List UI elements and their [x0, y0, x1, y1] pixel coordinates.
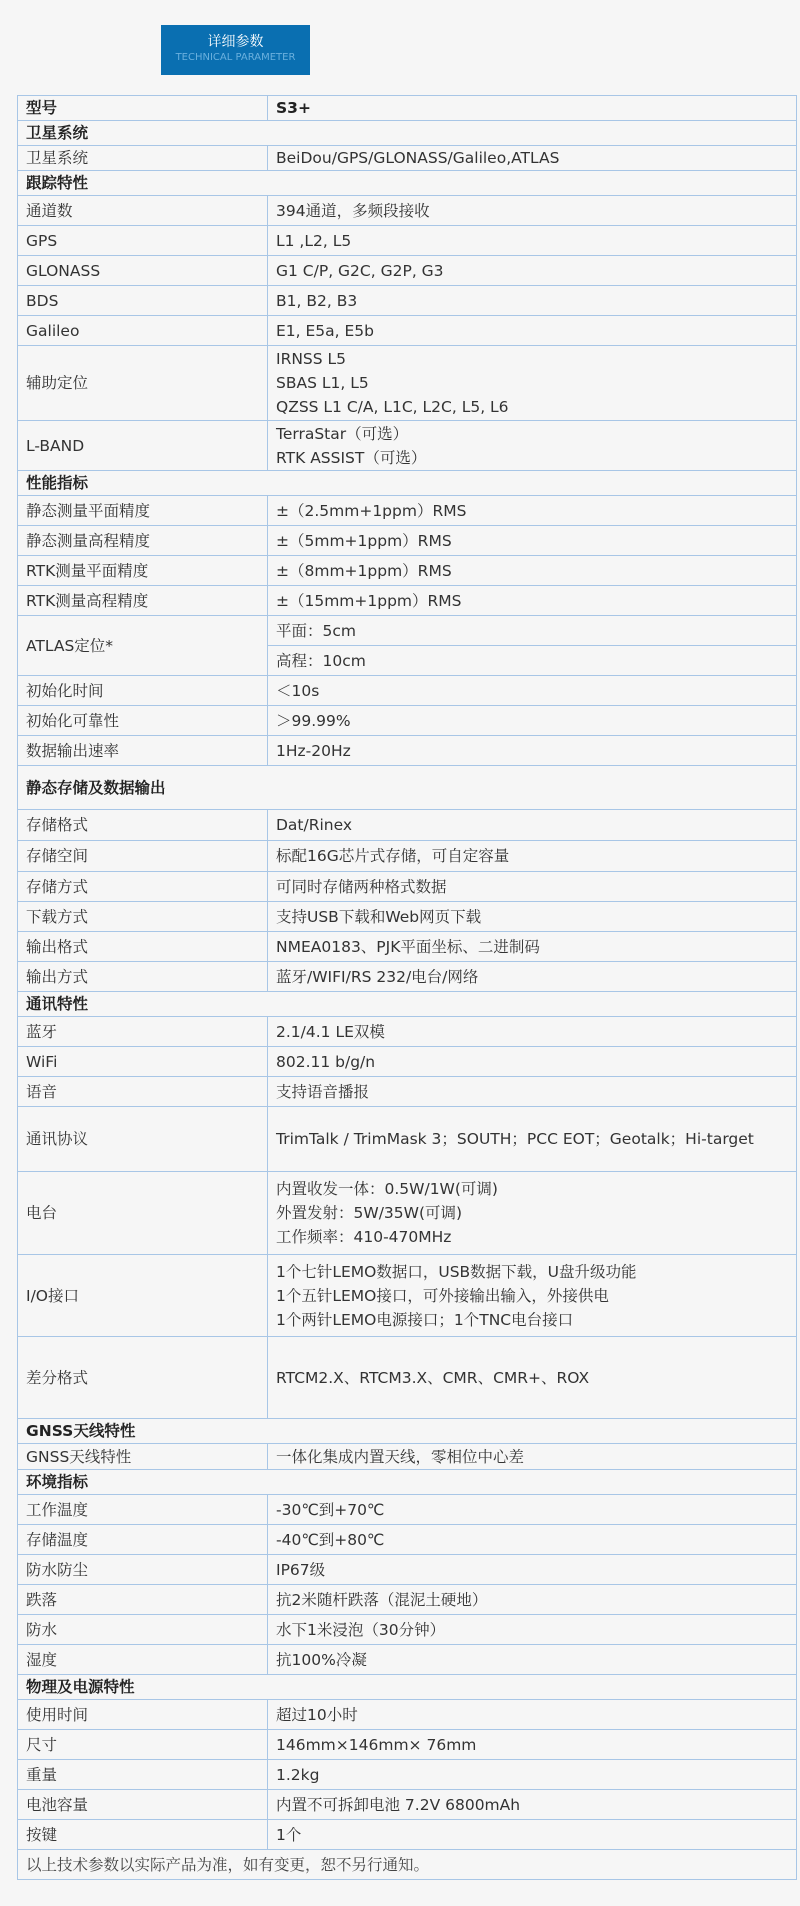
table-row — [18, 1585, 797, 1615]
row-label: 通道数 — [18, 196, 268, 226]
section-row — [18, 1419, 797, 1444]
row-label: 尺寸 — [18, 1730, 268, 1760]
table-row — [18, 736, 797, 766]
table-row — [18, 1790, 797, 1820]
row-label: 下载方式 — [18, 902, 268, 932]
row-label: 防水 — [18, 1615, 268, 1645]
value-line: IRNSS L5 — [276, 350, 347, 368]
table-row — [18, 496, 797, 526]
row-label: 工作温度 — [18, 1495, 268, 1525]
table-row — [18, 96, 797, 121]
row-value — [268, 1172, 797, 1255]
row-label: 存储温度 — [18, 1525, 268, 1555]
table-row — [18, 1760, 797, 1790]
row-label: 辅助定位 — [18, 346, 268, 421]
row-value: L1 ,L2, L5 — [268, 226, 797, 256]
value-line: QZSS L1 C/A, L1C, L2C, L5, L6 — [276, 398, 509, 416]
row-value: S3+ — [268, 96, 797, 121]
table-row — [18, 1555, 797, 1585]
table-row — [18, 1337, 797, 1419]
row-label: RTK测量平面精度 — [18, 556, 268, 586]
row-value: 平面：5cm — [268, 616, 797, 646]
value-line: 外置发射：5W/35W(可调) — [276, 1204, 463, 1222]
value-line: 内置收发一体：0.5W/1W(可调) — [276, 1180, 498, 1198]
table-row — [18, 1444, 797, 1470]
section-title: 通讯特性 — [18, 992, 797, 1017]
table-row — [18, 586, 797, 616]
row-value: ±（15mm+1ppm）RMS — [268, 586, 797, 616]
table-row — [18, 1730, 797, 1760]
row-value: 标配16G芯片式存储，可自定容量 — [268, 841, 797, 872]
row-label: GPS — [18, 226, 268, 256]
row-value: 1.2kg — [268, 1760, 797, 1790]
row-value: 高程：10cm — [268, 646, 797, 676]
table-row — [18, 1017, 797, 1047]
row-label: 按键 — [18, 1820, 268, 1850]
row-label: 卫星系统 — [18, 146, 268, 171]
row-label: Galileo — [18, 316, 268, 346]
table-row — [18, 1107, 797, 1172]
row-label: GNSS天线特性 — [18, 1444, 268, 1470]
row-value: 394通道，多频段接收 — [268, 196, 797, 226]
row-value — [268, 346, 797, 421]
table-row — [18, 932, 797, 962]
table-row — [18, 616, 797, 646]
row-label: 输出方式 — [18, 962, 268, 992]
row-label: 湿度 — [18, 1645, 268, 1675]
section-row — [18, 471, 797, 496]
row-label: 蓝牙 — [18, 1017, 268, 1047]
table-row — [18, 346, 797, 421]
row-value: 可同时存储两种格式数据 — [268, 872, 797, 902]
table-row — [18, 1820, 797, 1850]
row-value: 146mm×146mm× 76mm — [268, 1730, 797, 1760]
row-label: GLONASS — [18, 256, 268, 286]
row-value: BeiDou/GPS/GLONASS/Galileo,ATLAS — [268, 146, 797, 171]
value-line: SBAS L1, L5 — [276, 374, 369, 392]
table-row — [18, 256, 797, 286]
table-row — [18, 1700, 797, 1730]
table-row — [18, 1077, 797, 1107]
row-label: 输出格式 — [18, 932, 268, 962]
row-label: 存储格式 — [18, 810, 268, 841]
table-row — [18, 1255, 797, 1337]
row-value: 2.1/4.1 LE双模 — [268, 1017, 797, 1047]
row-value: Dat/Rinex — [268, 810, 797, 841]
row-label: 初始化可靠性 — [18, 706, 268, 736]
row-value: ±（2.5mm+1ppm）RMS — [268, 496, 797, 526]
row-value: G1 C/P, G2C, G2P, G3 — [268, 256, 797, 286]
table-row — [18, 146, 797, 171]
section-row — [18, 1675, 797, 1700]
row-label: RTK测量高程精度 — [18, 586, 268, 616]
section-title: 环境指标 — [18, 1470, 797, 1495]
table-row — [18, 421, 797, 471]
section-row — [18, 766, 797, 810]
section-header-badge — [161, 25, 310, 75]
section-row — [18, 121, 797, 146]
table-row — [18, 1047, 797, 1077]
section-title: 静态存储及数据输出 — [18, 766, 797, 810]
row-value: 802.11 b/g/n — [268, 1047, 797, 1077]
row-value: 一体化集成内置天线，零相位中心差 — [268, 1444, 797, 1470]
table-row — [18, 962, 797, 992]
value-line: RTK ASSIST（可选） — [276, 448, 427, 467]
row-value: ±（5mm+1ppm）RMS — [268, 526, 797, 556]
table-row — [18, 1615, 797, 1645]
footer-row — [18, 1850, 797, 1880]
row-label: ATLAS定位* — [18, 616, 268, 676]
table-row — [18, 316, 797, 346]
header-title-en: TECHNICAL PARAMETER — [175, 52, 296, 63]
footnote: 以上技术参数以实际产品为准，如有变更，恕不另行通知。 — [18, 1850, 797, 1880]
row-label: 重量 — [18, 1760, 268, 1790]
section-row — [18, 171, 797, 196]
table-row — [18, 1645, 797, 1675]
row-value: E1, E5a, E5b — [268, 316, 797, 346]
row-value: 支持语音播报 — [268, 1077, 797, 1107]
table-row — [18, 1525, 797, 1555]
value-line: 工作频率：410-470MHz — [276, 1228, 452, 1246]
section-title: 卫星系统 — [18, 121, 797, 146]
row-label: 差分格式 — [18, 1337, 268, 1419]
row-value: 内置不可拆卸电池 7.2V 6800mAh — [268, 1790, 797, 1820]
value-line: 1个七针LEMO数据口，USB数据下载，U盘升级功能 — [276, 1262, 637, 1281]
row-label: 使用时间 — [18, 1700, 268, 1730]
value-line: 1个五针LEMO接口，可外接输出输入，外接供电 — [276, 1286, 609, 1305]
table-row — [18, 841, 797, 872]
value-line: TerraStar（可选） — [276, 424, 409, 443]
row-label: 初始化时间 — [18, 676, 268, 706]
row-label: 电池容量 — [18, 1790, 268, 1820]
row-value — [268, 1255, 797, 1337]
row-label: 存储空间 — [18, 841, 268, 872]
header-title-cn: 详细参数 — [207, 34, 264, 50]
row-value: 1个 — [268, 1820, 797, 1850]
row-value: NMEA0183、PJK平面坐标、二进制码 — [268, 932, 797, 962]
row-label: L-BAND — [18, 421, 268, 471]
row-label: 存储方式 — [18, 872, 268, 902]
section-row — [18, 1470, 797, 1495]
section-title: 跟踪特性 — [18, 171, 797, 196]
row-label: 跌落 — [18, 1585, 268, 1615]
row-label: 语音 — [18, 1077, 268, 1107]
row-value: -40℃到+80℃ — [268, 1525, 797, 1555]
row-label: 数据输出速率 — [18, 736, 268, 766]
table-row — [18, 676, 797, 706]
row-label: 静态测量高程精度 — [18, 526, 268, 556]
row-label: BDS — [18, 286, 268, 316]
spec-table — [17, 95, 797, 1880]
row-label: I/O接口 — [18, 1255, 268, 1337]
row-value: B1, B2, B3 — [268, 286, 797, 316]
row-value: ＜10s — [268, 676, 797, 706]
row-value: -30℃到+70℃ — [268, 1495, 797, 1525]
table-row — [18, 1172, 797, 1255]
row-value: TrimTalk / TrimMask 3；SOUTH；PCC EOT；Geotalk；Hi-target — [268, 1107, 797, 1172]
table-row — [18, 286, 797, 316]
value-line: 1个两针LEMO电源接口；1个TNC电台接口 — [276, 1310, 574, 1329]
table-row — [18, 196, 797, 226]
table-row — [18, 526, 797, 556]
row-label: 通讯协议 — [18, 1107, 268, 1172]
row-label: 防水防尘 — [18, 1555, 268, 1585]
table-row — [18, 872, 797, 902]
table-row — [18, 226, 797, 256]
row-value: 支持USB下载和Web网页下载 — [268, 902, 797, 932]
row-label: 电台 — [18, 1172, 268, 1255]
row-value: 蓝牙/WIFI/RS 232/电台/网络 — [268, 962, 797, 992]
row-value: 超过10小时 — [268, 1700, 797, 1730]
row-value: ＞99.99% — [268, 706, 797, 736]
row-label: WiFi — [18, 1047, 268, 1077]
row-value: IP67级 — [268, 1555, 797, 1585]
row-value: 1Hz-20Hz — [268, 736, 797, 766]
row-value: 抗2米随杆跌落（混泥土硬地） — [268, 1585, 797, 1615]
section-title: 性能指标 — [18, 471, 797, 496]
row-value: RTCM2.X、RTCM3.X、CMR、CMR+、ROX — [268, 1337, 797, 1419]
row-label: 静态测量平面精度 — [18, 496, 268, 526]
table-row — [18, 902, 797, 932]
section-title: 物理及电源特性 — [18, 1675, 797, 1700]
table-row — [18, 810, 797, 841]
row-value: 水下1米浸泡（30分钟） — [268, 1615, 797, 1645]
table-row — [18, 556, 797, 586]
row-value: ±（8mm+1ppm）RMS — [268, 556, 797, 586]
row-value: 抗100%冷凝 — [268, 1645, 797, 1675]
table-row — [18, 706, 797, 736]
row-value — [268, 421, 797, 471]
table-row — [18, 1495, 797, 1525]
section-title: GNSS天线特性 — [18, 1419, 797, 1444]
row-label: 型号 — [18, 96, 268, 121]
section-row — [18, 992, 797, 1017]
